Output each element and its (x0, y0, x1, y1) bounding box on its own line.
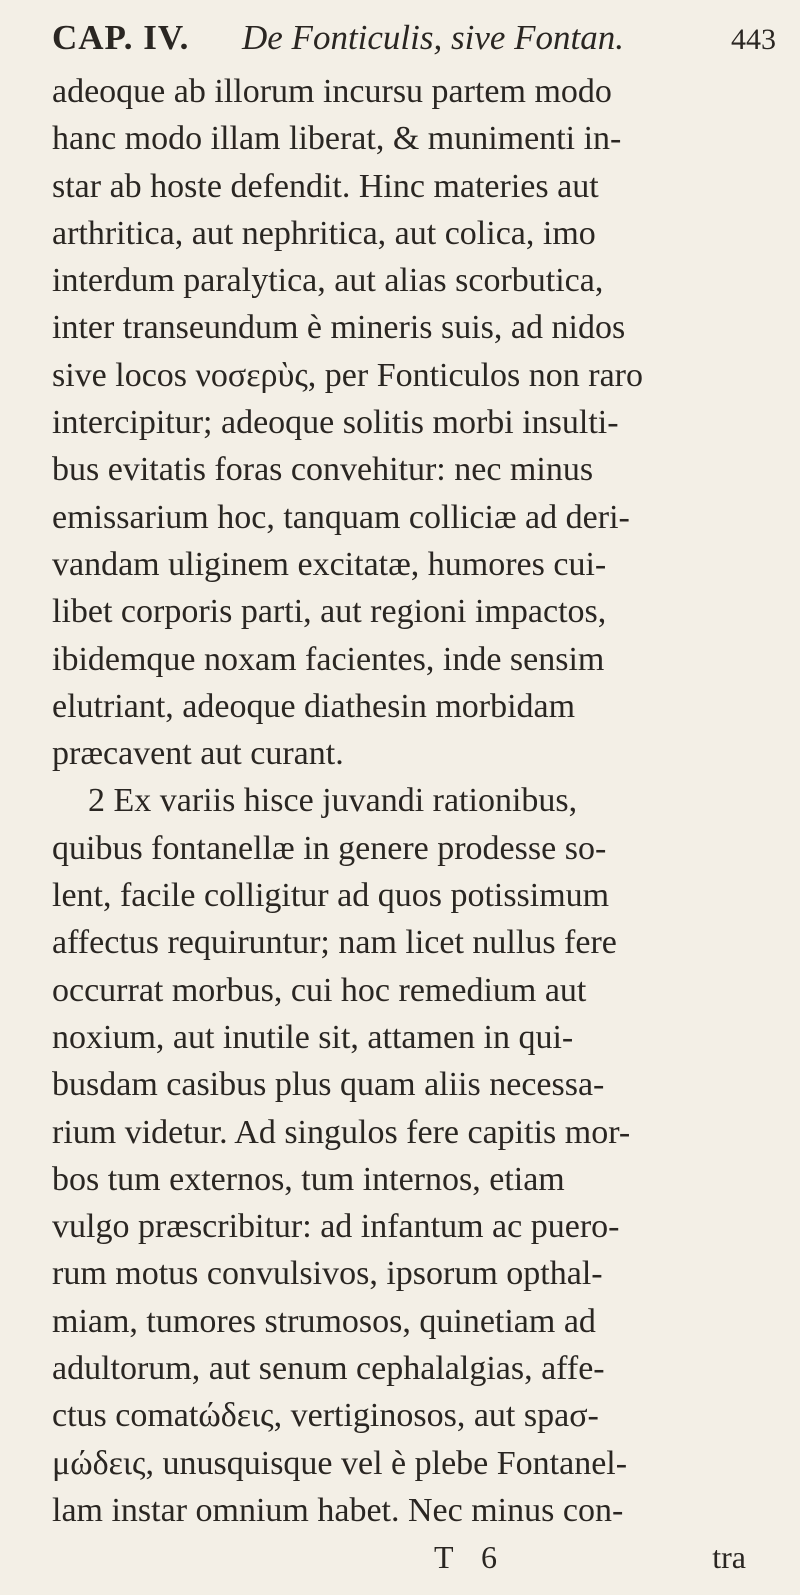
text-line: emissarium hoc, tanquam colliciæ ad deri- (52, 498, 630, 536)
text-line: μώδεις, unusquisque vel è plebe Fontanel- (52, 1444, 628, 1482)
text-line: elutriant, adeoque diathesin morbidam (52, 687, 576, 725)
text-line: rum motus convulsivos, ipsorum opthal- (52, 1255, 603, 1293)
text-line: lam instar omnium habet. Nec minus con- (52, 1491, 624, 1529)
text-line: occurrat morbus, cui hoc remedium aut (52, 971, 587, 1009)
chapter-label: CAP. IV. (52, 18, 190, 57)
text-line: bos tum externos, tum internos, etiam (52, 1160, 565, 1198)
text-line: arthritica, aut nephritica, aut colica, imo (52, 214, 596, 252)
signature-mark: T 6 (434, 1539, 507, 1576)
text-line: star ab hoste defendit. Hinc materies aut (52, 167, 599, 205)
paragraph-start-line: 2 Ex variis hisce juvandi rationibus, (88, 782, 578, 820)
text-line: vulgo præscribitur: ad infantum ac puero- (52, 1208, 620, 1246)
text-line: hanc modo illam liberat, & munimenti in- (52, 120, 622, 158)
text-line: ctus comatώδεις, vertiginosos, aut spaσ- (52, 1397, 599, 1435)
page-number: 443 (731, 23, 776, 56)
running-title: De Fonticulis, sive Fontan. (242, 18, 625, 57)
text-line: libet corporis parti, aut regioni impactos, (52, 593, 607, 631)
text-line: interdum paralytica, aut alias scorbutica, (52, 262, 604, 300)
catchword: tra (712, 1539, 746, 1576)
body-text (52, 68, 776, 1534)
text-line: miam, tumores strumosos, quinetiam ad (52, 1302, 596, 1340)
running-header (52, 8, 776, 68)
text-line: inter transeundum è mineris suis, ad nidos (52, 309, 626, 347)
text-line: adultorum, aut senum cephalalgias, affe- (52, 1350, 605, 1388)
text-line: sive locos νοσερὺς, per Fonticulos non raro (52, 356, 643, 394)
text-line: ibidemque noxam facientes, inde sensim (52, 640, 605, 678)
text-line: lent, facile colligitur ad quos potissimum (52, 877, 610, 915)
text-line: quibus fontanellæ in genere prodesse so- (52, 829, 607, 867)
text-line: affectus requiruntur; nam licet nullus fere (52, 924, 617, 962)
signature-line (52, 1534, 776, 1581)
text-line: præcavent aut curant. (52, 735, 344, 773)
text-line: vandam uliginem excitatæ, humores cui- (52, 545, 607, 583)
text-line: bus evitatis foras convehitur: nec minus (52, 451, 594, 489)
text-line: rium videtur. Ad singulos fere capitis mor- (52, 1113, 631, 1151)
text-line: noxium, aut inutile sit, attamen in qui- (52, 1018, 574, 1056)
text-line: adeoque ab illorum incursu partem modo (52, 73, 612, 110)
text-line: busdam casibus plus quam aliis necessa- (52, 1066, 605, 1104)
text-line: intercipitur; adeoque solitis morbi insulti- (52, 404, 619, 442)
